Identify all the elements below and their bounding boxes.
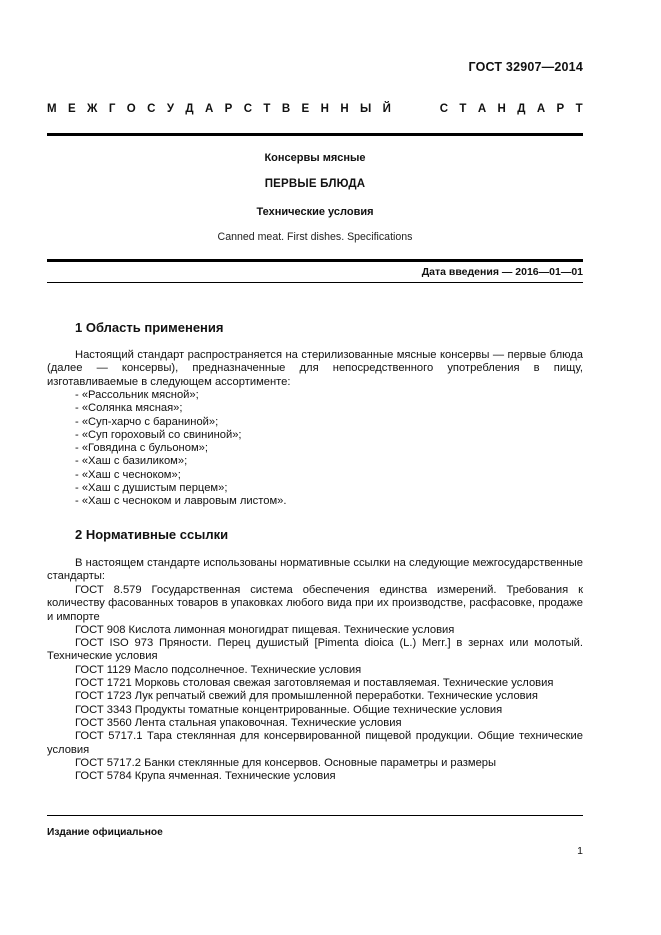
heading-letter: Г bbox=[108, 103, 116, 115]
reference-item: ГОСТ 1129 Масло подсолнечное. Технические условия bbox=[75, 663, 362, 676]
heading-letter: У bbox=[166, 103, 174, 115]
heading-letter: С bbox=[147, 103, 156, 115]
heading-letter: О bbox=[126, 103, 136, 115]
heading-letter: Р bbox=[556, 103, 565, 115]
section-2-paragraph: В настоящем стандарте использованы нормативные ссылки на следующие межгосударственные стандарты: bbox=[47, 557, 583, 583]
reference-item: ГОСТ 3343 Продукты томатные концентрированные. Общие технические условия bbox=[75, 703, 503, 716]
list-item: - «Суп гороховый со свининой»; bbox=[75, 428, 242, 441]
heading-letter: Д bbox=[517, 103, 526, 115]
heading-letter: В bbox=[281, 103, 291, 115]
list-item: - «Хаш с базиликом»; bbox=[75, 455, 188, 468]
list-item: - «Суп-харчо с бараниной»; bbox=[75, 415, 219, 428]
word-gap bbox=[402, 103, 428, 116]
heading-letter: Т bbox=[263, 103, 271, 115]
document-title: ПЕРВЫЕ БЛЮДА bbox=[264, 178, 366, 190]
list-item: - «Хаш с чесноком»; bbox=[75, 468, 181, 481]
heading-letter: А bbox=[536, 103, 546, 115]
heading-letter: С bbox=[243, 103, 253, 115]
list-item: - «Рассольник мясной»; bbox=[75, 389, 199, 401]
reference-item: ГОСТ 3560 Лента стальная упаковочная. Технические условия bbox=[75, 716, 402, 729]
section-2-heading: 2 Нормативные ссылки bbox=[75, 527, 229, 542]
page-number: 1 bbox=[577, 845, 583, 857]
heading-letter: М bbox=[47, 103, 57, 115]
document-specs: Технические условия bbox=[256, 206, 374, 218]
heading-letter: Т bbox=[459, 103, 467, 115]
heading-letter: А bbox=[204, 103, 214, 115]
heading-letter: Д bbox=[185, 103, 194, 115]
reference-item: ГОСТ 1723 Лук репчатый свежий для промышленной переработки. Технические условия bbox=[75, 690, 538, 703]
heading-letter: Р bbox=[224, 103, 233, 115]
heading-letter: Ж bbox=[87, 103, 98, 115]
intro-date: Дата введения — 2016—01—01 bbox=[421, 266, 583, 278]
english-title: Canned meat. First dishes. Specifications bbox=[217, 231, 413, 243]
heading-letter: Н bbox=[320, 103, 329, 115]
reference-item: ГОСТ 5717.1 Тара стеклянная для консервированной пищевой продукции. Общие технические условия bbox=[47, 730, 583, 756]
reference-item: ГОСТ 5717.2 Банки стеклянные для консервов. Основные параметры и размеры bbox=[75, 756, 497, 769]
references-list bbox=[47, 584, 583, 783]
date-divider bbox=[47, 282, 583, 283]
product-list bbox=[75, 389, 287, 509]
top-divider bbox=[47, 133, 583, 136]
heading-letter: Т bbox=[575, 103, 583, 115]
heading-letter: Н bbox=[497, 103, 506, 115]
document-subtitle: Консервы мясные bbox=[264, 152, 366, 164]
heading-letter: Ы bbox=[360, 103, 372, 115]
reference-item: ГОСТ 1721 Морковь столовая свежая заготовляемая и поставляемая. Технические условия bbox=[75, 677, 554, 690]
reference-item: ГОСТ 5784 Крупа ячменная. Технические условия bbox=[75, 770, 336, 783]
heading-letter: Е bbox=[67, 103, 76, 115]
list-item: - «Говядина с бульоном»; bbox=[75, 442, 208, 455]
list-item: - «Солянка мясная»; bbox=[75, 402, 183, 415]
heading-letter: А bbox=[477, 103, 487, 115]
edition-note: Издание официальное bbox=[47, 827, 163, 838]
title-divider bbox=[47, 259, 583, 262]
heading-letter: Е bbox=[301, 103, 310, 115]
reference-item: ГОСТ 8.579 Государственная система обеспечения единства измерений. Требования к количеству фасованных товаров в упаковках любого вида при их производстве, расфасовке, продаже и импорте bbox=[47, 584, 583, 623]
gost-number: ГОСТ 32907—2014 bbox=[468, 60, 583, 74]
reference-item: ГОСТ 908 Кислота лимонная моногидрат пищевая. Технические условия bbox=[75, 623, 455, 636]
list-item: - «Хаш с чесноком и лавровым листом». bbox=[75, 495, 287, 508]
heading-letter: Н bbox=[340, 103, 349, 115]
section-1-paragraph: Настоящий стандарт распространяется на стерилизованные мясные консервы — первые блюда (далее — консервы), предназначенные для непосредственного употребления в пищу, изготавливаемые в следующем ассортименте: bbox=[47, 349, 583, 388]
heading-letter: Й bbox=[382, 103, 391, 115]
section-1-heading: 1 Область применения bbox=[75, 320, 224, 335]
heading-letter: С bbox=[439, 103, 449, 115]
footer-divider bbox=[47, 815, 583, 816]
standard-type-heading bbox=[47, 103, 583, 116]
list-item: - «Хаш с душистым перцем»; bbox=[75, 482, 228, 495]
reference-item: ГОСТ ISO 973 Пряности. Перец душистый [Pimenta dioica (L.) Merr.] в зернах или молотый. Технические условия bbox=[47, 637, 583, 663]
